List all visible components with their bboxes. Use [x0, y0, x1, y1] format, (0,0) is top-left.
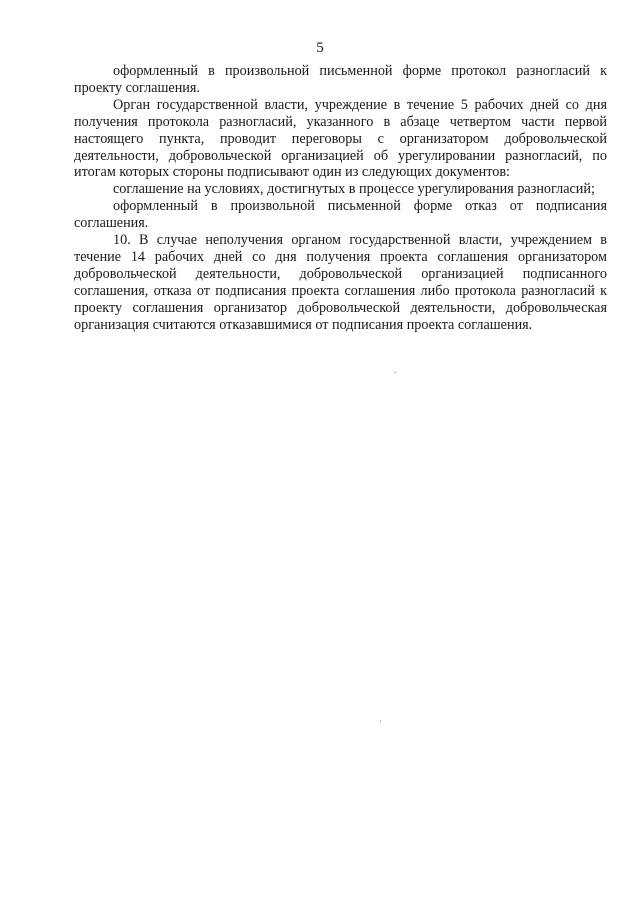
scan-speck: . [394, 365, 397, 375]
paragraph-item-10: 10. В случае неполучения органом государственной власти, учреждением в течение 14 рабочих дней со дня получения проекта соглашения организатором добровольческой деятельности, добровольческой организацией подписанного соглашения, отказа от подписания проекта соглашения либо протокола разногласий к проекту соглашения организатор добровольческой деятельности, добровольческая организация считаются отказавшимися от подписания проекта соглашения. [74, 232, 607, 333]
paragraph-refusal-option: оформленный в произвольной письменной форме отказ от подписания соглашения. [74, 198, 607, 232]
page-number: 5 [316, 40, 324, 56]
paragraph-agreement-option: соглашение на условиях, достигнутых в процессе урегулирования разногласий; [113, 181, 595, 198]
paragraph-negotiation: Орган государственной власти, учреждение в течение 5 рабочих дней со дня получения протокола разногласий, указанного в абзаце четвертом части первой настоящего пункта, проводит переговоры с организатором добровольческой деятельности, добровольческой организацией об урегулировании разногласий, по итогам которых стороны подписывают один из следующих документов: [74, 96, 607, 181]
paragraph-protocol-continuation: оформленный в произвольной письменной форме протокол разногласий к проекту соглашения. [74, 63, 607, 96]
document-body [74, 63, 607, 334]
scan-speck: · [379, 716, 382, 726]
